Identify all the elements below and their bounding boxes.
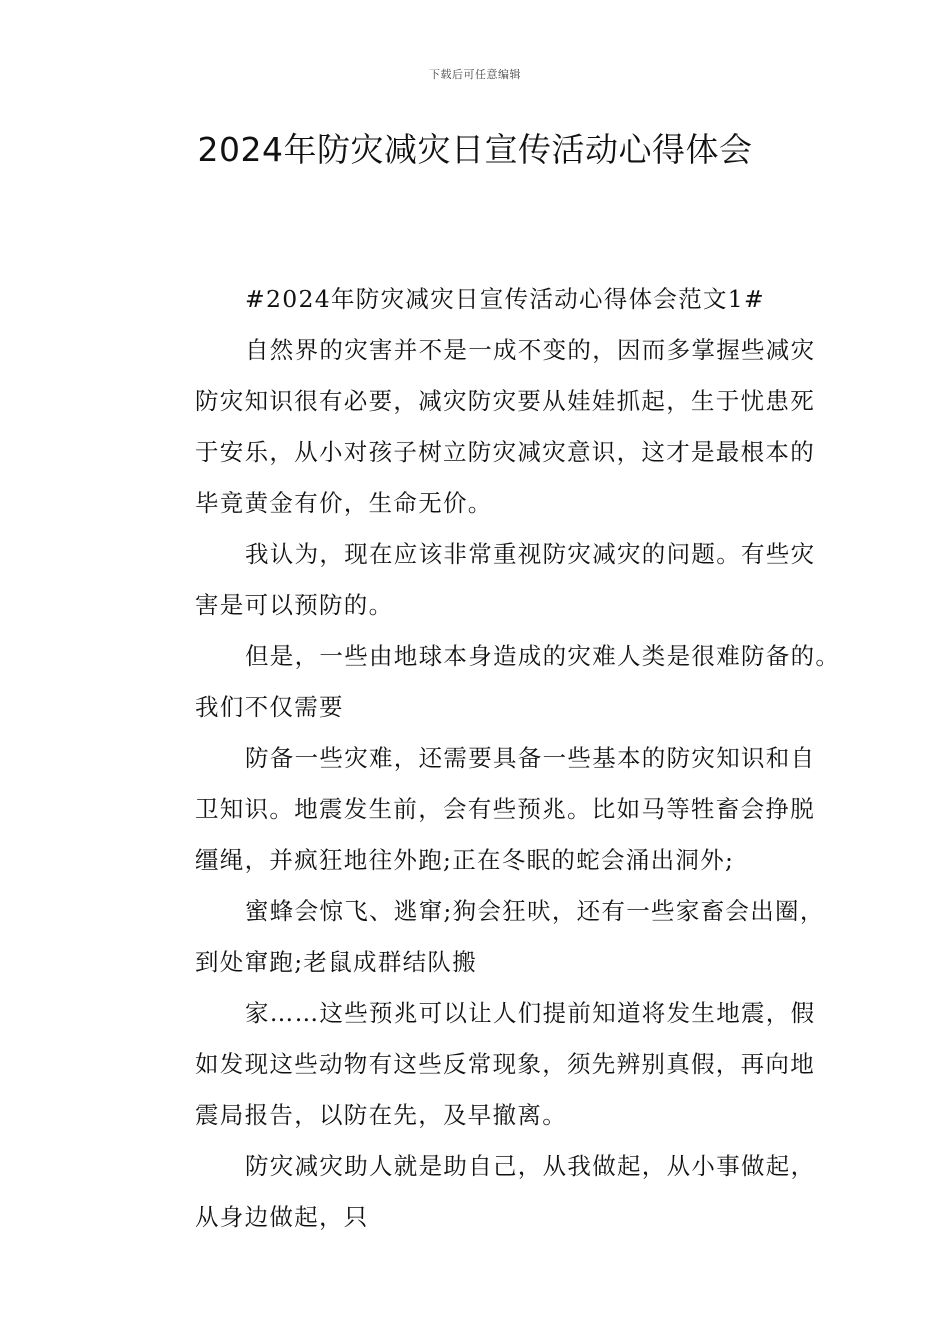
paragraph-line: 我们不仅需要 xyxy=(195,693,344,721)
page-header-note: 下载后可任意编辑 xyxy=(429,68,521,81)
paragraph-6 xyxy=(145,886,845,988)
paragraph-line: 毕竟黄金有价，生命无价。 xyxy=(195,489,493,517)
paragraph-2 xyxy=(145,325,845,529)
paragraph-line: 害是可以预防的。 xyxy=(195,591,394,619)
paragraph-line: 缰绳，并疯狂地往外跑;正在冬眠的蛇会涌出洞外; xyxy=(195,846,735,874)
paragraph-line: 防灾知识很有必要，减灾防灾要从娃娃抓起，生于忧患死 xyxy=(195,387,815,415)
paragraph-line: 到处窜跑;老鼠成群结队搬 xyxy=(195,948,478,976)
paragraph-line: 防灾减灾助人就是助自己，从我做起，从小事做起， xyxy=(245,1152,816,1180)
paragraph-line: 但是，一些由地球本身造成的灾难人类是很难防备的。 xyxy=(245,642,841,670)
paragraph-line: #2024年防灾减灾日宣传活动心得体会范文1# xyxy=(245,285,766,313)
paragraph-line: 家……这些预兆可以让人们提前知道将发生地震，假 xyxy=(245,999,816,1027)
paragraph-line: 蜜蜂会惊飞、逃窜;狗会狂吠，还有一些家畜会出圈， xyxy=(245,897,825,925)
paragraph-1 xyxy=(145,274,845,325)
paragraph-5 xyxy=(145,733,845,886)
document-title: 2024年防灾减灾日宣传活动心得体会 xyxy=(197,130,753,169)
paragraph-line: 卫知识。地震发生前，会有些预兆。比如马等牲畜会挣脱 xyxy=(195,795,815,823)
paragraph-4 xyxy=(145,631,845,733)
paragraph-line: 从身边做起，只 xyxy=(195,1203,369,1231)
paragraph-7 xyxy=(145,988,845,1141)
paragraph-line: 我认为，现在应该非常重视防灾减灾的问题。有些灾 xyxy=(245,540,816,568)
paragraph-line: 震局报告，以防在先，及早撤离。 xyxy=(195,1101,567,1129)
paragraph-3 xyxy=(145,529,845,631)
paragraph-line: 自然界的灾害并不是一成不变的，因而多掌握些减灾 xyxy=(245,336,816,364)
paragraph-line: 如发现这些动物有这些反常现象，须先辨别真假，再向地 xyxy=(195,1050,815,1078)
paragraph-line: 防备一些灾难，还需要具备一些基本的防灾知识和自 xyxy=(245,744,816,772)
paragraph-line: 于安乐，从小对孩子树立防灾减灾意识，这才是最根本的 xyxy=(195,438,815,466)
paragraph-8 xyxy=(145,1141,845,1243)
document-body xyxy=(145,274,845,1243)
